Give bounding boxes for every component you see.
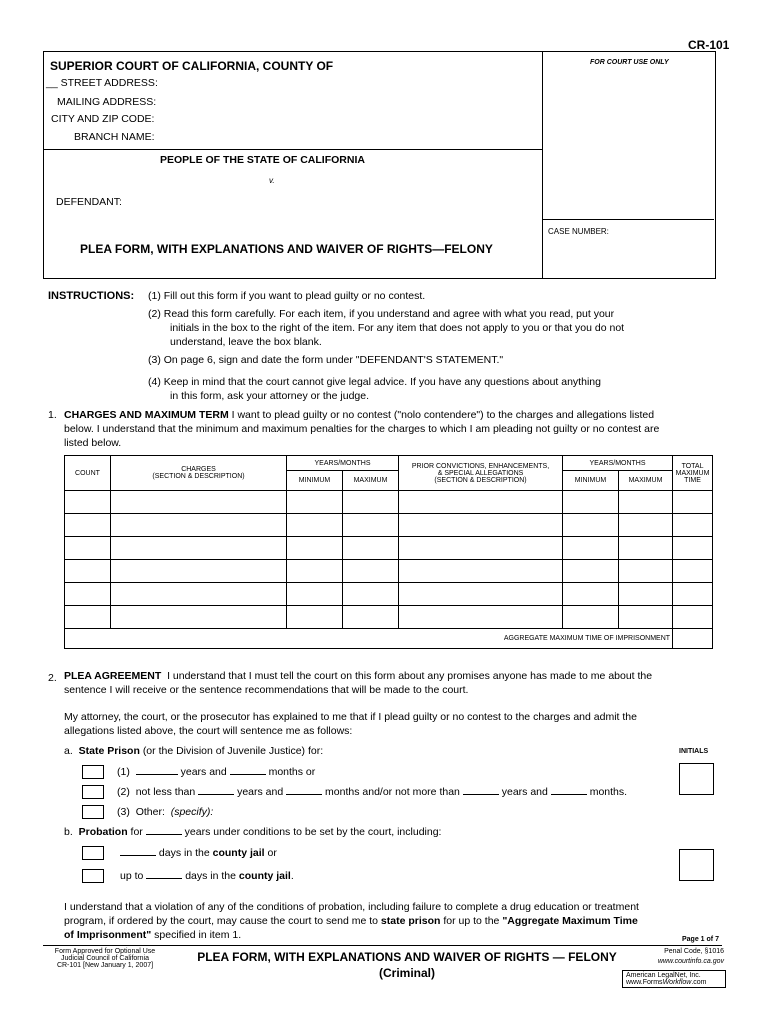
footer-title: PLEA FORM, WITH EXPLANATIONS AND WAIVER OF RIGHTS — FELONY [197, 950, 617, 964]
table-row [65, 514, 713, 537]
mailing-address-label: MAILING ADDRESS: [57, 96, 157, 108]
section2-line2: sentence I will receive or the sentence recommendations that will be made to the court. [64, 684, 469, 696]
section1-number: 1. [48, 409, 57, 421]
col-minimum-2: MINIMUM [563, 471, 619, 491]
charges-table [64, 455, 713, 649]
col-maximum: MAXIMUM [343, 471, 399, 491]
option-2-text: (2) not less than years and months and/or not more than years and months. [117, 786, 628, 798]
jail-option-1-checkbox[interactable] [82, 846, 104, 860]
col-minimum: MINIMUM [287, 471, 343, 491]
city-zip-label: CITY AND ZIP CODE: [51, 113, 155, 125]
caption-divider [542, 51, 543, 278]
violation-line1: I understand that a violation of any of the conditions of probation, including failure to complete a drug education or treatment [64, 901, 639, 913]
instruction-1: (1) Fill out this form if you want to plead guilty or no contest. [148, 290, 426, 302]
versus-label: v. [269, 176, 275, 185]
jail-option-2-checkbox[interactable] [82, 869, 104, 883]
jail-option-1-text: days in the county jail or [120, 847, 277, 859]
table-row [65, 491, 713, 514]
col-years-months-2: YEARS/MONTHS [563, 456, 673, 471]
option-1-checkbox[interactable] [82, 765, 104, 779]
people-label: PEOPLE OF THE STATE OF CALIFORNIA [160, 154, 365, 166]
street-address-label: __ STREET ADDRESS: [46, 77, 158, 89]
penal-code: Penal Code, §1016 [664, 948, 724, 955]
page-number: Page 1 of 7 [682, 936, 719, 943]
section2-number: 2. [48, 672, 57, 684]
courtinfo-link[interactable]: www.courtinfo.ca.gov [657, 958, 724, 965]
option-1-text: (1) years and months or [117, 766, 316, 778]
case-number-label: CASE NUMBER: [548, 227, 609, 236]
section2-para2: allegations listed above, the court will sentence me as follows: [64, 725, 353, 737]
instruction-2: (2) Read this form carefully. For each item, if you understand and agree with what you read, put your [148, 308, 615, 320]
item-a: a. State Prison (or the Division of Juvenile Justice) for: [64, 745, 324, 757]
instruction-3: (3) On page 6, sign and date the form under "DEFENDANT'S STATEMENT." [148, 354, 504, 366]
jail-option-2-text: up to days in the county jail. [120, 870, 294, 882]
table-row [65, 583, 713, 606]
section1-intro: CHARGES AND MAXIMUM TERM I want to plead guilty or no contest ("nolo contendere") to the charges and allegations listed [64, 409, 655, 421]
instruction-4b: in this form, ask your attorney or the judge. [170, 390, 370, 402]
initials-box-a[interactable] [679, 763, 714, 795]
section1-line2: below. I understand that the minimum and maximum penalties for the charges to which I am pleading not guilty or no contest are [64, 423, 660, 435]
footer-subtitle: (Criminal) [378, 966, 435, 980]
form-id: CR-101 [688, 38, 730, 52]
court-use-label: FOR COURT USE ONLY [590, 59, 669, 66]
item-b: b. Probation for years under conditions to be set by the court, including: [64, 826, 442, 838]
violation-line3: of Imprisonment" specified in item 1. [64, 929, 242, 941]
table-row [65, 537, 713, 560]
publisher-box: American LegalNet, Inc. www.FormsWorkflow.com [622, 970, 726, 988]
col-maximum-2: MAXIMUM [619, 471, 673, 491]
initials-box-b[interactable] [679, 849, 714, 881]
instruction-2c: understand, leave the box blank. [170, 336, 322, 348]
approval-block: Form Approved for Optional Use Judicial Council of California CR-101 [New January 1, 2007] [54, 948, 156, 969]
section2-intro: PLEA AGREEMENT I understand that I must tell the court on this form about any promises anyone has made to me about the [64, 670, 653, 682]
table-row [65, 606, 713, 629]
col-count: COUNT [65, 456, 111, 491]
form-title: PLEA FORM, WITH EXPLANATIONS AND WAIVER OF RIGHTS—FELONY [80, 242, 493, 256]
col-charges: CHARGES (SECTION & DESCRIPTION) [111, 456, 287, 491]
option-2-checkbox[interactable] [82, 785, 104, 799]
instructions-label: INSTRUCTIONS: [48, 290, 135, 302]
option-3-checkbox[interactable] [82, 805, 104, 819]
section1-line3: listed below. [64, 437, 122, 449]
violation-line2: program, if ordered by the court, may cause the court to send me to state prison for up to the "Aggregate Maximum Time [64, 915, 638, 927]
col-prior: PRIOR CONVICTIONS, ENHANCEMENTS, & SPECIAL ALLEGATIONS (SECTION & DESCRIPTION) [399, 456, 563, 491]
col-total: TOTAL MAXIMUM TIME [673, 456, 713, 491]
option-3-text: (3) Other: (specify): [117, 806, 214, 818]
aggregate-field[interactable] [673, 629, 713, 649]
defendant-label: DEFENDANT: [56, 196, 122, 208]
aggregate-label: AGGREGATE MAXIMUM TIME OF IMPRISONMENT [65, 629, 673, 649]
instruction-2b: initials in the box to the right of the item. For any item that does not apply to you or that you do not [170, 322, 625, 334]
col-years-months: YEARS/MONTHS [287, 456, 399, 471]
section2-para1: My attorney, the court, or the prosecutor has explained to me that if I plead guilty or no contest to the charges and admit the [64, 711, 637, 723]
instruction-4: (4) Keep in mind that the court cannot give legal advice. If you have any questions about anything [148, 376, 601, 388]
initials-label: INITIALS [679, 748, 709, 755]
table-row [65, 560, 713, 583]
court-title: SUPERIOR COURT OF CALIFORNIA, COUNTY OF [50, 59, 334, 73]
branch-name-label: BRANCH NAME: [74, 131, 155, 143]
